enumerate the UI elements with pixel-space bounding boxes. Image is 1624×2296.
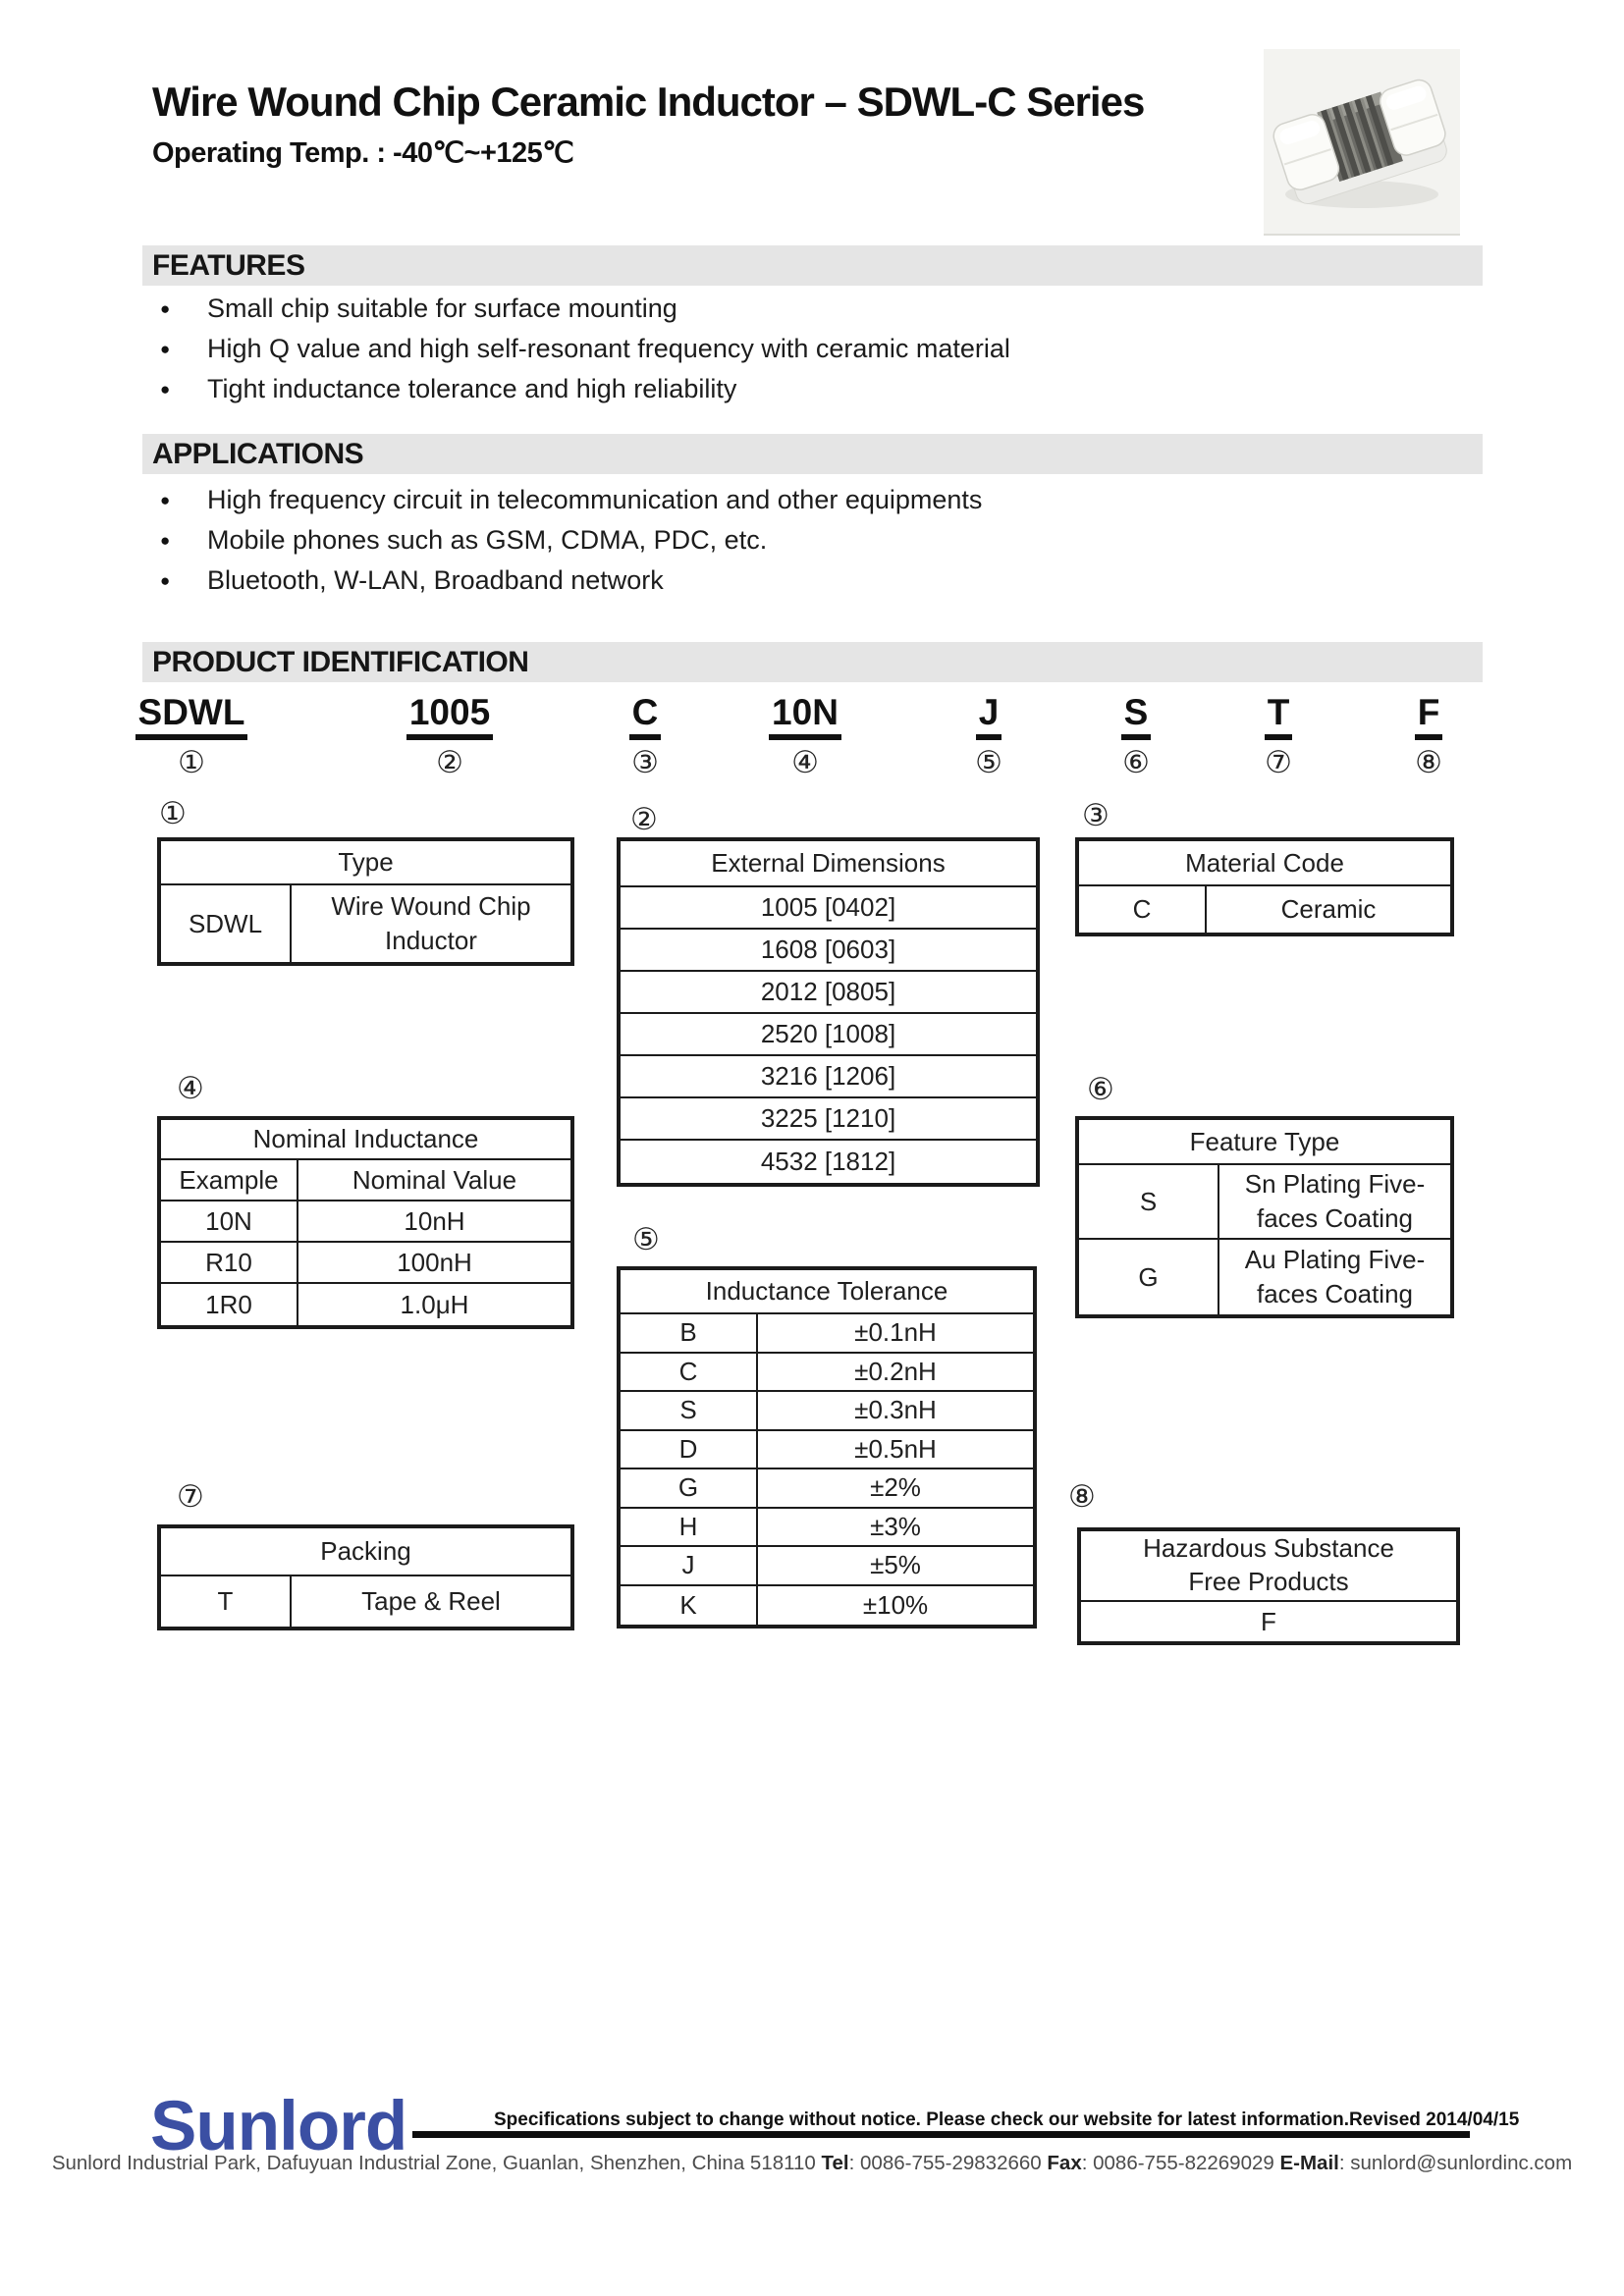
circled-number-5: ⑤ bbox=[975, 744, 1002, 780]
application-text: Bluetooth, W-LAN, Broadband network bbox=[207, 565, 664, 595]
fax-value: : 0086-755-82269029 bbox=[1081, 2152, 1274, 2174]
table-cell: ±0.1nH bbox=[854, 1317, 937, 1348]
features-list bbox=[160, 289, 1010, 409]
page-title: Wire Wound Chip Ceramic Inductor – SDWL-C Series bbox=[152, 79, 1145, 125]
product-identification-section-header: PRODUCT IDENTIFICATION bbox=[142, 642, 1483, 682]
table-row bbox=[621, 1431, 1033, 1470]
table-row bbox=[1079, 1165, 1450, 1240]
circled-number-1: ① bbox=[178, 744, 205, 780]
part-code-segment bbox=[118, 693, 265, 778]
bullet-icon: ● bbox=[160, 490, 171, 509]
table-cell: Ceramic bbox=[1280, 894, 1377, 924]
email-label: E-Mail bbox=[1279, 2152, 1339, 2174]
part-code-tolerance: J bbox=[976, 693, 1002, 740]
fax-label: Fax bbox=[1047, 2152, 1082, 2174]
table-column-headers bbox=[161, 1160, 570, 1201]
table-cell: ±0.5nH bbox=[854, 1433, 937, 1464]
hazardous-free-table bbox=[1077, 1527, 1460, 1645]
table-row bbox=[1081, 1602, 1456, 1641]
table-cell: H bbox=[621, 1509, 758, 1546]
footer-note-row bbox=[494, 2109, 1520, 2131]
table-row bbox=[621, 887, 1036, 930]
chip-inductor-illustration bbox=[1264, 49, 1460, 232]
table-row bbox=[161, 1576, 570, 1627]
revision-date: Revised 2014/04/15 bbox=[1349, 2109, 1520, 2130]
table-row bbox=[621, 1586, 1033, 1626]
table-cell: ±2% bbox=[870, 1472, 921, 1503]
table-header: Hazardous Substance Free Products bbox=[1081, 1531, 1456, 1602]
table-cell: ±0.3nH bbox=[854, 1395, 937, 1425]
nominal-inductance-table bbox=[157, 1116, 574, 1329]
part-code-segment bbox=[1205, 693, 1352, 778]
part-code-packing: T bbox=[1265, 693, 1293, 740]
table-cell: Sn Plating Five-faces Coating bbox=[1244, 1168, 1426, 1233]
bullet-icon: ● bbox=[160, 530, 171, 550]
table-header: Nominal Inductance bbox=[161, 1120, 570, 1160]
table-cell: 1R0 bbox=[161, 1284, 298, 1325]
table-label-6: ⑥ bbox=[1087, 1072, 1114, 1107]
table-row bbox=[621, 1314, 1033, 1354]
table-row bbox=[621, 1014, 1036, 1056]
table-cell: D bbox=[621, 1431, 758, 1468]
table-cell: 4532 [1812] bbox=[760, 1147, 896, 1176]
table-label-4: ④ bbox=[177, 1071, 204, 1106]
part-code-segment bbox=[571, 693, 719, 778]
table-cell: F bbox=[1261, 1606, 1276, 1636]
list-item bbox=[160, 480, 982, 520]
circled-number-4: ④ bbox=[791, 744, 819, 780]
table-header: Type bbox=[161, 841, 570, 885]
company-address: Sunlord Industrial Park, Dafuyuan Industrial Zone, Guanlan, Shenzhen, China 518110 bbox=[51, 2152, 816, 2174]
part-code-segment bbox=[915, 693, 1062, 778]
sunlord-logo: Sunlord bbox=[150, 2088, 407, 2165]
table-row bbox=[1079, 886, 1450, 933]
table-row bbox=[621, 1141, 1036, 1183]
bullet-icon: ● bbox=[160, 570, 171, 590]
table-header: Feature Type bbox=[1079, 1120, 1450, 1165]
footer-note: Specifications subject to change without notice. Please check our website for latest information. bbox=[494, 2109, 1350, 2130]
feature-text: High Q value and high self-resonant frequency with ceramic material bbox=[207, 334, 1010, 363]
table-row bbox=[161, 1243, 570, 1284]
list-item bbox=[160, 369, 1010, 409]
table-label-3: ③ bbox=[1082, 798, 1110, 833]
table-cell: C bbox=[621, 1354, 758, 1391]
table-cell: T bbox=[161, 1576, 292, 1627]
list-item bbox=[160, 520, 982, 561]
table-cell: K bbox=[621, 1586, 758, 1626]
table-row bbox=[161, 885, 570, 962]
table-cell: 100nH bbox=[397, 1247, 472, 1277]
part-code-segment bbox=[376, 693, 523, 778]
table-cell: 3225 [1210] bbox=[760, 1103, 896, 1133]
table-header: Packing bbox=[161, 1528, 570, 1576]
circled-number-8: ⑧ bbox=[1415, 744, 1442, 780]
table-cell: Au Plating Five-faces Coating bbox=[1244, 1244, 1426, 1308]
type-table bbox=[157, 837, 574, 966]
table-label-5: ⑤ bbox=[632, 1222, 660, 1257]
circled-number-2: ② bbox=[436, 744, 463, 780]
table-label-7: ⑦ bbox=[177, 1479, 204, 1515]
table-row bbox=[1079, 1240, 1450, 1314]
features-section-header: FEATURES bbox=[142, 245, 1483, 286]
table-cell: S bbox=[621, 1392, 758, 1429]
list-item bbox=[160, 329, 1010, 369]
table-header: Material Code bbox=[1079, 841, 1450, 886]
part-code-hazard-free: F bbox=[1415, 693, 1443, 740]
table-row bbox=[161, 1201, 570, 1243]
table-row bbox=[621, 1392, 1033, 1431]
table-header: Inductance Tolerance bbox=[621, 1270, 1033, 1314]
material-code-table bbox=[1075, 837, 1454, 936]
table-cell: 2520 [1008] bbox=[760, 1019, 896, 1048]
column-header: Nominal Value bbox=[352, 1164, 517, 1195]
table-cell: SDWL bbox=[161, 885, 292, 962]
packing-table bbox=[157, 1524, 574, 1630]
table-header: External Dimensions bbox=[621, 841, 1036, 887]
table-label-1: ① bbox=[159, 796, 187, 831]
table-cell: S bbox=[1079, 1165, 1219, 1238]
footer-divider bbox=[412, 2131, 1470, 2138]
tel-value: : 0086-755-29832660 bbox=[848, 2152, 1042, 2174]
table-cell: 2012 [0805] bbox=[760, 977, 896, 1006]
table-cell: 1608 [0603] bbox=[760, 934, 896, 964]
table-cell: ±5% bbox=[870, 1550, 921, 1580]
table-cell: 3216 [1206] bbox=[760, 1061, 896, 1091]
table-cell: ±10% bbox=[862, 1589, 929, 1620]
part-code-dimensions: 1005 bbox=[406, 693, 493, 740]
table-cell: J bbox=[621, 1547, 758, 1584]
list-item bbox=[160, 289, 1010, 329]
operating-temp-subtitle: Operating Temp. : -40℃~+125℃ bbox=[152, 137, 574, 169]
table-row bbox=[621, 930, 1036, 972]
feature-text: Tight inductance tolerance and high reliability bbox=[207, 374, 737, 403]
table-row bbox=[621, 1354, 1033, 1393]
table-cell: Tape & Reel bbox=[361, 1586, 501, 1616]
table-label-2: ② bbox=[630, 802, 658, 837]
table-row bbox=[621, 1509, 1033, 1548]
table-cell: 1.0μH bbox=[400, 1289, 469, 1319]
footer-address bbox=[0, 2152, 1624, 2175]
applications-section-header: APPLICATIONS bbox=[142, 434, 1483, 474]
table-row bbox=[621, 972, 1036, 1014]
table-cell: R10 bbox=[161, 1243, 298, 1282]
part-code-segment bbox=[731, 693, 879, 778]
part-code-inductance: 10N bbox=[769, 693, 841, 740]
part-code-segment bbox=[1355, 693, 1502, 778]
table-row bbox=[621, 1056, 1036, 1098]
external-dimensions-table bbox=[617, 837, 1040, 1187]
table-cell: 1005 [0402] bbox=[760, 892, 896, 922]
table-cell: C bbox=[1079, 886, 1207, 933]
table-label-8: ⑧ bbox=[1068, 1479, 1096, 1515]
part-code-material: C bbox=[629, 693, 662, 740]
feature-text: Small chip suitable for surface mounting bbox=[207, 294, 677, 323]
circled-number-6: ⑥ bbox=[1122, 744, 1150, 780]
email-value: : sunlord@sunlordinc.com bbox=[1338, 2152, 1573, 2174]
table-cell: B bbox=[621, 1314, 758, 1352]
table-cell: 10nH bbox=[404, 1205, 465, 1236]
application-text: High frequency circuit in telecommunication and other equipments bbox=[207, 485, 983, 514]
part-code-segment bbox=[1062, 693, 1210, 778]
table-cell: G bbox=[621, 1469, 758, 1507]
chip-inductor-photo bbox=[1264, 49, 1460, 236]
circled-number-7: ⑦ bbox=[1265, 744, 1292, 780]
inductance-tolerance-table bbox=[617, 1266, 1037, 1629]
column-header: Example bbox=[161, 1160, 298, 1200]
application-text: Mobile phones such as GSM, CDMA, PDC, etc. bbox=[207, 525, 768, 555]
table-cell: ±0.2nH bbox=[854, 1356, 937, 1386]
part-code-type: SDWL bbox=[135, 693, 248, 740]
table-row bbox=[621, 1547, 1033, 1586]
circled-number-3: ③ bbox=[631, 744, 659, 780]
table-row bbox=[161, 1284, 570, 1325]
bullet-icon: ● bbox=[160, 379, 171, 399]
part-code-feature: S bbox=[1121, 693, 1152, 740]
list-item bbox=[160, 561, 982, 601]
table-row bbox=[621, 1098, 1036, 1141]
bullet-icon: ● bbox=[160, 298, 171, 318]
applications-list bbox=[160, 480, 982, 601]
table-cell: G bbox=[1079, 1240, 1219, 1314]
tel-label: Tel bbox=[821, 2152, 849, 2174]
feature-type-table bbox=[1075, 1116, 1454, 1318]
table-cell: 10N bbox=[161, 1201, 298, 1241]
bullet-icon: ● bbox=[160, 339, 171, 358]
table-cell: ±3% bbox=[870, 1511, 921, 1541]
table-cell: Wire Wound Chip Inductor bbox=[331, 890, 531, 955]
table-row bbox=[621, 1469, 1033, 1509]
